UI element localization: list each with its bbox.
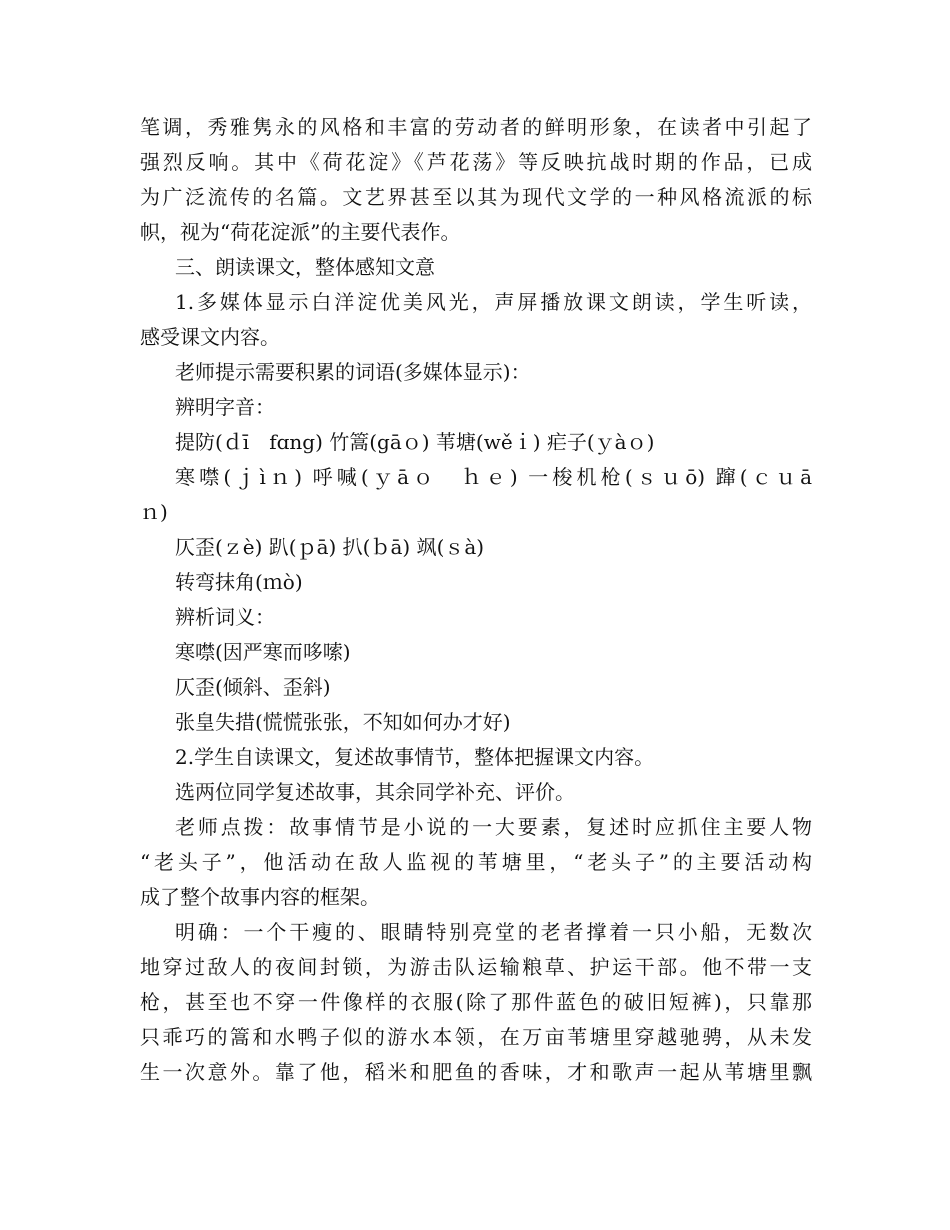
text-line: 1.多媒体显示白洋淀优美风光，声屏播放课文朗读，学生听读， <box>175 290 812 314</box>
text-line: 帜，视为“荷花淀派”的主要代表作。 <box>140 220 461 244</box>
definition-line: 寒噤(因严寒而哆嗦) <box>175 640 351 664</box>
definition-line: 张皇失措(慌慌张张，不知如何办才好) <box>175 710 511 734</box>
text-line: 成了整个故事内容的框架。 <box>140 885 380 909</box>
pronunciation-line: 仄歪(ｚè) 趴(ｐā) 扒(ｂā) 飒(ｓà) <box>175 535 485 559</box>
pronunciation-line: 提防(ｄī fɑng) 竹篙(gāｏ) 苇塘(wěｉ) 疟子(ｙàｏ) <box>175 430 655 454</box>
text-line: 为广泛流传的名篇。文艺界甚至以其为现代文学的一种风格流派的标 <box>140 185 812 209</box>
text-line: 2.学生自读课文，复述故事情节，整体把握课文内容。 <box>175 745 655 769</box>
text-line: “老头子”，他活动在敌人监视的苇塘里，“老头子”的主要活动构 <box>140 850 812 874</box>
definition-line: 仄歪(倾斜、歪斜) <box>175 675 331 699</box>
text-line: 只乖巧的篙和水鸭子似的游水本领，在万亩苇塘里穿越驰骋，从未发 <box>140 1025 812 1049</box>
text-line: 强烈反响。其中《荷花淀》《芦花荡》等反映抗战时期的作品，已成 <box>140 150 812 174</box>
document-body <box>140 110 812 1090</box>
section-heading: 三、朗读课文，整体感知文意 <box>175 255 435 279</box>
text-line: 感受课文内容。 <box>140 325 280 349</box>
text-line: 老师点拨：故事情节是小说的一大要素，复述时应抓住主要人物 <box>175 815 812 839</box>
text-line: 笔调，秀雅隽永的风格和丰富的劳动者的鲜明形象，在读者中引起了 <box>140 115 812 139</box>
text-line: 地穿过敌人的夜间封锁，为游击队运输粮草、护运干部。他不带一支 <box>140 955 812 979</box>
subheading: 辨析词义： <box>175 605 275 629</box>
pronunciation-line: 转弯抹角(ｍò) <box>175 570 303 594</box>
pronunciation-line: ｎ) <box>140 500 168 524</box>
text-line: 老师提示需要积累的词语(多媒体显示)： <box>175 360 531 384</box>
text-line: 明确：一个干瘦的、眼睛特别亮堂的老者撑着一只小船，无数次 <box>175 920 812 944</box>
text-line: 生一次意外。靠了他，稻米和肥鱼的香味，才和歌声一起从苇塘里飘 <box>140 1060 812 1084</box>
subheading: 辨明字音： <box>175 395 275 419</box>
text-line: 枪，甚至也不穿一件像样的衣服(除了那件蓝色的破旧短裤)，只靠那 <box>140 990 812 1014</box>
text-line: 选两位同学复述故事，其余同学补充、评价。 <box>175 780 575 804</box>
pronunciation-line: 寒噤(ｊìｎ) 呼喊(ｙāｏ ｈｅ) 一梭机枪(ｓｕō) 蹿(ｃｕā <box>175 465 812 489</box>
